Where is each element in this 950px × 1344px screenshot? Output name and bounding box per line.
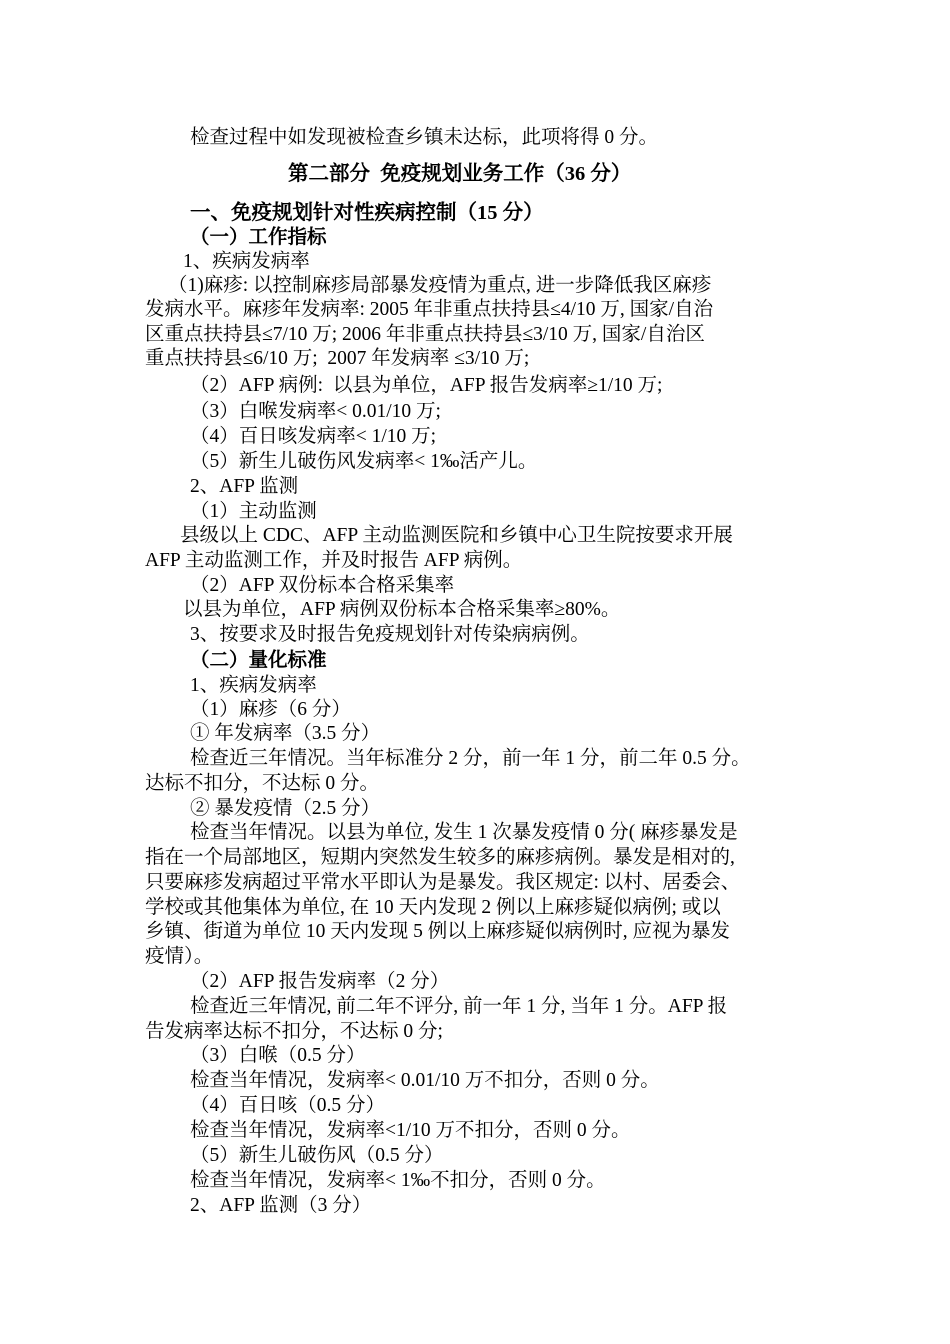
text-line: 重点扶持县≤6/10 万; 2007 年发病率 ≤3/10 万; xyxy=(145,348,530,369)
text-line: 检查当年情况，发病率< 0.01/10 万不扣分，否则 0 分。 xyxy=(190,1070,660,1091)
text-line: （2）AFP 报告发病率（2 分） xyxy=(190,971,450,992)
text-line: 学校或其他集体为单位, 在 10 天内发现 2 例以上麻疹疑似病例; 或以 xyxy=(145,897,721,918)
text-line: AFP 主动监测工作，并及时报告 AFP 病例。 xyxy=(145,550,523,571)
section-heading: 第二部分 免疫规划业务工作（36 分） xyxy=(288,163,632,185)
text-line: （3）白喉发病率< 0.01/10 万; xyxy=(190,401,441,422)
text-line: （2）AFP 双份标本合格采集率 xyxy=(190,575,455,596)
text-line: 以县为单位，AFP 病例双份标本合格采集率≥80%。 xyxy=(183,599,621,620)
text-line: 疫情）。 xyxy=(145,946,214,967)
text-line: （2）AFP 病例: 以县为单位，AFP 报告发病率≥1/10 万; xyxy=(190,375,663,396)
text-line: 检查当年情况，发病率< 1‰不扣分，否则 0 分。 xyxy=(190,1170,606,1191)
text-line: （4）百日咳（0.5 分） xyxy=(190,1095,386,1116)
text-line: 2、AFP 监测 xyxy=(190,476,299,497)
subsection-heading: 一、免疫规划针对性疾病控制（15 分） xyxy=(190,202,544,224)
text-line: （1）主动监测 xyxy=(190,501,317,522)
text-line: ② 暴发疫情（2.5 分） xyxy=(190,798,381,819)
text-line: 1、疾病发病率 xyxy=(183,251,310,272)
text-line: 只要麻疹发病超过平常水平即认为是暴发。我区规定: 以村、居委会、 xyxy=(145,872,741,893)
text-line: 检查近三年情况, 前二年不评分, 前一年 1 分, 当年 1 分。AFP 报 xyxy=(190,996,728,1017)
text-line: （5）新生儿破伤风（0.5 分） xyxy=(190,1145,444,1166)
text-line: 指在一个局部地区，短期内突然发生较多的麻疹病例。暴发是相对的, xyxy=(145,847,735,868)
text-line: 区重点扶持县≤7/10 万; 2006 年非重点扶持县≤3/10 万, 国家/自治区 xyxy=(145,324,705,345)
text-line: （3）白喉（0.5 分） xyxy=(190,1045,366,1066)
subsection-heading: （二）量化标准 xyxy=(190,650,327,671)
text-line: 2、AFP 监测（3 分） xyxy=(190,1195,372,1216)
text-line: 1、疾病发病率 xyxy=(190,675,317,696)
text-line: 检查当年情况。以县为单位, 发生 1 次暴发疫情 0 分( 麻疹暴发是 xyxy=(190,822,738,843)
text-line: （4）百日咳发病率< 1/10 万; xyxy=(190,426,437,447)
text-line: 乡镇、街道为单位 10 天内发现 5 例以上麻疹疑似病例时, 应视为暴发 xyxy=(145,921,731,942)
text-line: 达标不扣分，不达标 0 分。 xyxy=(145,773,380,794)
text-line: 检查当年情况，发病率<1/10 万不扣分，否则 0 分。 xyxy=(190,1120,631,1141)
text-line: ① 年发病率（3.5 分） xyxy=(190,723,381,744)
text-line: 3、按要求及时报告免疫规划针对传染病病例。 xyxy=(190,624,590,645)
text-line: （1）麻疹（6 分） xyxy=(190,699,351,720)
text-line: （1)麻疹: 以控制麻疹局部暴发疫情为重点, 进一步降低我区麻疹 xyxy=(168,275,712,296)
text-line: 检查近三年情况。当年标准分 2 分，前一年 1 分，前二年 0.5 分。 xyxy=(190,748,751,769)
text-line: 告发病率达标不扣分，不达标 0 分; xyxy=(145,1021,443,1042)
subsection-heading: （一）工作指标 xyxy=(190,227,327,248)
text-line: 发病水平。麻疹年发病率: 2005 年非重点扶持县≤4/10 万, 国家/自治 xyxy=(145,299,714,320)
text-line: 检查过程中如发现被检查乡镇未达标，此项将得 0 分。 xyxy=(190,127,659,148)
text-line: 县级以上 CDC、AFP 主动监测医院和乡镇中心卫生院按要求开展 xyxy=(180,525,733,546)
text-line: （5）新生儿破伤风发病率< 1‰活产儿。 xyxy=(190,451,538,472)
